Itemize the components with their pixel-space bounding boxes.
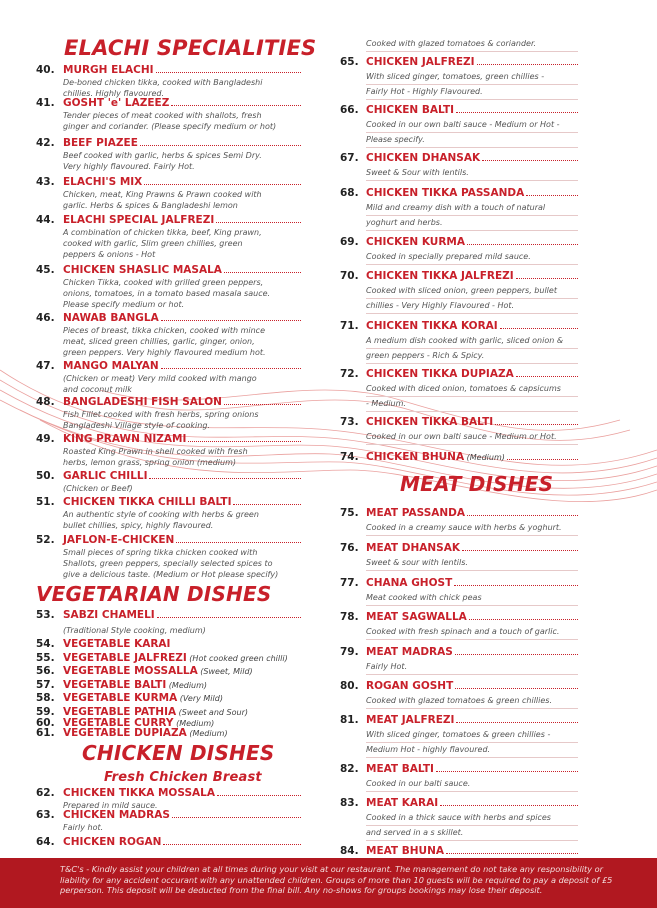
item-name: CHICKEN KURMA (366, 236, 465, 248)
item-name: CHICKEN TIKKA JALFREZI (366, 270, 514, 282)
item-name: GOSHT 'e' LAZEEZ (63, 97, 170, 109)
item-description: Fairly hot. (63, 823, 104, 832)
item-name: NAWAB BANGLA (63, 312, 159, 324)
dotted-leader (156, 72, 301, 73)
item-name: ROGAN GOSHT (366, 680, 454, 692)
item-description: With sliced ginger, tomatoes & green chillies - (366, 730, 551, 739)
item-name: CHICKEN MADRAS (63, 809, 170, 821)
item-description: bullet chillies, spicy, highly flavoured. (63, 521, 214, 530)
item-number: 77. (340, 577, 359, 589)
item-description: peppers & onions - Hot (63, 250, 156, 259)
dotted-leader (455, 654, 578, 655)
dotted-leader (446, 853, 578, 854)
item-name: VEGETABLE BALTI (Medium) (63, 679, 208, 691)
item-description: onions, tomatoes, in a tomato based masala sauce. (63, 289, 271, 298)
dotted-leader (469, 619, 578, 620)
item-description: Very highly flavoured. Fairly Hot. (63, 162, 195, 171)
item-name: ELACHI SPECIAL JALFREZI (63, 214, 215, 226)
terms-footer (0, 858, 657, 908)
item-description: yoghurt and herbs. (366, 218, 443, 227)
item-description: Beef cooked with garlic, herbs & spices Semi Dry. (63, 151, 262, 160)
item-description: With sliced ginger, tomatoes, green chillies - (366, 72, 545, 81)
divider (366, 840, 578, 841)
item-description: Medium Hot - highly flavoured. (366, 745, 491, 754)
item-description: - Medium. (366, 399, 406, 408)
item-number: 41. (36, 97, 55, 109)
item-name: SABZI CHAMELI (63, 609, 155, 621)
item-number: 65. (340, 56, 359, 68)
item-number: 73. (340, 416, 359, 428)
item-number: 47. (36, 360, 55, 372)
item-number: 71. (340, 320, 359, 332)
item-description: Cooked with glazed tomatoes & green chillies. (366, 696, 552, 705)
item-description: garlic. Herbs & spices & Bangladeshi lemon (63, 201, 238, 210)
item-number: 62. (36, 787, 55, 799)
item-name: CHICKEN TIKKA BALTI (366, 416, 494, 428)
item-description: Chicken, meat, King Prawns & Prawn cooked with (63, 190, 262, 199)
item-description: Cooked with fresh spinach and a touch of garlic. (366, 627, 560, 636)
item-description: ginger and coriander. (Please specify medium or hot) (63, 122, 277, 131)
item-name: CHICKEN DHANSAK (366, 152, 481, 164)
item-number: 78. (340, 611, 359, 623)
item-number: 45. (36, 264, 55, 276)
item-name: MEAT JALFREZI (366, 714, 455, 726)
item-description: and coconut milk (63, 385, 132, 394)
dotted-leader (456, 722, 578, 723)
dotted-leader (176, 542, 301, 543)
item-name: MURGH ELACHI (63, 64, 154, 76)
item-number: 59. (36, 706, 55, 718)
item-note: (Sweet and Sour) (176, 708, 248, 717)
divider (366, 230, 578, 231)
item-description: Pieces of breast, tikka chicken, cooked with mince (63, 326, 265, 335)
divider (366, 147, 578, 148)
dotted-leader (224, 272, 301, 273)
item-description: Sweet & sour with lentils. (366, 558, 468, 567)
item-number: 60. (36, 717, 55, 729)
item-description: Tender pieces of meat cooked with shallots, fresh (63, 111, 262, 120)
item-description: Cooked in our own balti sauce - Medium or Hot - (366, 120, 560, 129)
dotted-leader (163, 844, 301, 845)
divider (366, 313, 578, 314)
item-description: Cooked in a thick sauce with herbs and spices (366, 813, 551, 822)
item-description: Cooked with diced onion, tomatoes & capsicums (366, 384, 561, 393)
item-description: (Chicken or Beef) (63, 484, 133, 493)
item-description: Fairly Hot - Highly Flavoured. (366, 87, 483, 96)
item-name: CHICKEN JALFREZI (366, 56, 475, 68)
dotted-leader (157, 617, 301, 618)
item-name: CHICKEN SHASLIC MASALA (63, 264, 222, 276)
divider (366, 264, 578, 265)
item-description: green peppers - Rich & Spicy. (366, 351, 485, 360)
item-name: MEAT PASSANDA (366, 507, 466, 519)
item-note: (Sweet, Mild) (197, 667, 253, 676)
item-number: 48. (36, 396, 55, 408)
item-name: MEAT KARAI (366, 797, 439, 809)
item-name: CHICKEN TIKKA MOSSALA (63, 787, 215, 799)
item-name: CHICKEN TIKKA CHILLI BALTI (63, 496, 232, 508)
divider (366, 411, 578, 412)
item-number: 66. (340, 104, 359, 116)
item-name: KING PRAWN NIZAMI (63, 433, 187, 445)
item-description: (Traditional Style cooking, medium) (63, 626, 206, 635)
item-name: VEGETABLE CURRY (Medium) (63, 717, 215, 729)
item-description: Sweet & Sour with lentils. (366, 168, 469, 177)
item-number: 57. (36, 679, 55, 691)
item-number: 76. (340, 542, 359, 554)
divider (366, 535, 578, 536)
item-name: VEGETABLE DUPIAZA (Medium) (63, 727, 228, 739)
item-description: A combination of chicken tikka, beef, King prawn, (63, 228, 262, 237)
dotted-leader (495, 424, 578, 425)
item-note: (Medium) (186, 729, 228, 738)
item-description: (Chicken or meat) Very mild cooked with mango (63, 374, 257, 383)
item-name: VEGETABLE KURMA (Very Mild) (63, 692, 223, 704)
item-number: 67. (340, 152, 359, 164)
item-description: chillies. Highly flavoured. (63, 89, 165, 98)
item-note: (Medium) (166, 681, 208, 690)
item-number: 70. (340, 270, 359, 282)
dotted-leader (140, 145, 301, 146)
item-number: 80. (340, 680, 359, 692)
dotted-leader (149, 478, 301, 479)
divider (366, 180, 578, 181)
dotted-leader (454, 585, 578, 586)
item-note: (Hot cooked green chilli) (186, 654, 288, 663)
item-name: ELACHI'S MIX (63, 176, 143, 188)
item-number: 40. (36, 64, 55, 76)
item-number: 54. (36, 638, 55, 650)
dotted-leader (440, 805, 578, 806)
item-number: 75. (340, 507, 359, 519)
item-name: CHICKEN TIKKA DUPIAZA (366, 368, 514, 380)
dotted-leader (171, 105, 301, 106)
dotted-leader (233, 504, 301, 505)
item-note: (Medium) (464, 453, 505, 462)
item-name: VEGETABLE KARAI (63, 638, 171, 650)
dotted-leader (172, 817, 301, 818)
section-title-meat: MEAT DISHES (400, 472, 554, 496)
dotted-leader (500, 328, 578, 329)
divider (366, 791, 578, 792)
item-name: BANGLADESHI FISH SALON (63, 396, 222, 408)
item-number: 43. (36, 176, 55, 188)
item-description: An authentic style of cooking with herbs & green (63, 510, 259, 519)
dotted-leader (217, 795, 301, 796)
item-description: chillies - Very Highly Flavoured - Hot. (366, 301, 515, 310)
item-name: MEAT BHUNA (366, 845, 444, 857)
item-name: VEGETABLE MOSSALLA (Sweet, Mild) (63, 665, 253, 677)
item-description: meat, sliced green chillies, garlic, ginger, onion, (63, 337, 255, 346)
item-number: 53. (36, 609, 55, 621)
dotted-leader (188, 441, 301, 442)
item-number: 72. (340, 368, 359, 380)
item-description: green peppers. Very highly flavoured medium hot. (63, 348, 266, 357)
item-description: Fish Fillet cooked with fresh herbs, spring onions (63, 410, 259, 419)
item-description: and served in a s skillet. (366, 828, 464, 837)
item-description: A medium dish cooked with garlic, sliced onion & (366, 336, 564, 345)
item-number: 58. (36, 692, 55, 704)
item-description: Cooked with sliced onion, green peppers, bullet (366, 286, 557, 295)
dotted-leader (161, 320, 301, 321)
dotted-leader (456, 112, 578, 113)
item-description: Chicken Tikka, cooked with grilled green peppers, (63, 278, 264, 287)
item-name: JAFLON-E-CHICKEN (63, 534, 175, 546)
item-number: 83. (340, 797, 359, 809)
item-name: BEEF PIAZEE (63, 137, 138, 149)
item-description: Cooked in specially prepared mild sauce. (366, 252, 531, 261)
item-number: 52. (36, 534, 55, 546)
divider (366, 570, 578, 571)
item-name: MEAT DHANSAK (366, 542, 460, 554)
item-description: Please specify. (366, 135, 425, 144)
item-number: 50. (36, 470, 55, 482)
item-number: 64. (36, 836, 55, 848)
item-number: 81. (340, 714, 359, 726)
item-description: Cooked in our own balti sauce - Medium or Hot. (366, 432, 557, 441)
divider (366, 757, 578, 758)
dotted-leader (216, 222, 301, 223)
item-name: CHICKEN BHUNA (Medium) (366, 451, 505, 463)
item-description: Cooked in a creamy sauce with herbs & yoghurt. (366, 523, 562, 532)
item-description: Please specify medium or hot. (63, 300, 185, 309)
dotted-leader (526, 195, 578, 196)
item-name: CHICKEN BALTI (366, 104, 455, 116)
dotted-leader (467, 515, 578, 516)
item-number: 51. (36, 496, 55, 508)
divider (366, 363, 578, 364)
item-name: MEAT SAGWALLA (366, 611, 467, 623)
dotted-leader (436, 771, 578, 772)
item-number: 69. (340, 236, 359, 248)
item-number: 56. (36, 665, 55, 677)
item-number: 82. (340, 763, 359, 775)
divider (366, 51, 578, 52)
item-name: CHICKEN ROGAN (63, 836, 162, 848)
item-description: Prepared in mild sauce. (63, 801, 158, 810)
dotted-leader (507, 459, 578, 460)
dotted-leader (144, 184, 301, 185)
item-name: CHANA GHOST (366, 577, 453, 589)
dotted-leader (462, 550, 578, 551)
item-number: 68. (340, 187, 359, 199)
item-name: CHICKEN TIKKA KORAI (366, 320, 498, 332)
divider (366, 639, 578, 640)
dotted-leader (516, 376, 578, 377)
item-name: GARLIC CHILLI (63, 470, 148, 482)
item-description: Mild and creamy dish with a touch of natural (366, 203, 546, 212)
terms-text: T&C's - Kindly assist your children at all times during your visit at our restaurant. The management do not take any responsibility or liability for any accident occurant with any unattended children. Groups of more than 10 guests will be required to pay a deposit of £5 perperson. This deposit will be deducted from the final bill. Any no-shows for groups bookings may lose their deposit. (60, 864, 613, 895)
section-title-chicken: CHICKEN DISHES (82, 741, 275, 765)
dotted-leader (467, 244, 578, 245)
item-description: give a delicious taste. (Medium or Hot please specify) (63, 570, 279, 579)
dotted-leader (482, 160, 578, 161)
divider (366, 99, 578, 100)
item-note: (Medium) (173, 719, 215, 728)
item-name: CHICKEN TIKKA PASSANDA (366, 187, 525, 199)
item-number: 44. (36, 214, 55, 226)
item-number: 84. (340, 845, 359, 857)
divider (366, 674, 578, 675)
item-number: 74. (340, 451, 359, 463)
dotted-leader (516, 278, 578, 279)
item-description: Roasted King Prawn in shell cooked with fresh (63, 447, 248, 456)
dotted-leader (455, 688, 578, 689)
dotted-leader (477, 64, 578, 65)
top-description: Cooked with glazed tomatoes & coriander. (366, 39, 537, 48)
item-name: MEAT BALTI (366, 763, 434, 775)
item-number: 63. (36, 809, 55, 821)
item-description: cooked with garlic, Slim green chillies, green (63, 239, 243, 248)
section-subtitle-chicken: Fresh Chicken Breast (104, 770, 262, 785)
item-name: MEAT MADRAS (366, 646, 453, 658)
item-number: 79. (340, 646, 359, 658)
item-name: VEGETABLE JALFREZI (Hot cooked green chilli) (63, 652, 288, 664)
item-description: De-boned chicken tikka, cooked with Bangladeshi (63, 78, 263, 87)
item-description: Small pieces of spring tikka chicken cooked with (63, 548, 258, 557)
item-number: 42. (36, 137, 55, 149)
item-description: Bangladeshi Village style of cooking. (63, 421, 210, 430)
item-description: Meat cooked with chick peas (366, 593, 482, 602)
item-number: 46. (36, 312, 55, 324)
item-name: MANGO MALYAN (63, 360, 159, 372)
item-name: VEGETABLE PATHIA (Sweet and Sour) (63, 706, 248, 718)
item-description: Cooked in our balti sauce. (366, 779, 471, 788)
dotted-leader (161, 368, 301, 369)
divider (366, 444, 578, 445)
section-title-elachi: ELACHI SPECIALITIES (64, 36, 317, 60)
item-number: 61. (36, 727, 55, 739)
item-number: 55. (36, 652, 55, 664)
dotted-leader (224, 404, 301, 405)
item-description: Shallots, green peppers, specially selected spices to (63, 559, 273, 568)
item-description: Fairly Hot. (366, 662, 408, 671)
item-note: (Very Mild) (177, 694, 223, 703)
item-number: 49. (36, 433, 55, 445)
divider (366, 708, 578, 709)
section-title-vegetarian: VEGETARIAN DISHES (36, 582, 272, 606)
divider (366, 605, 578, 606)
item-description: herbs, lemon grass, spring onion (medium) (63, 458, 237, 467)
